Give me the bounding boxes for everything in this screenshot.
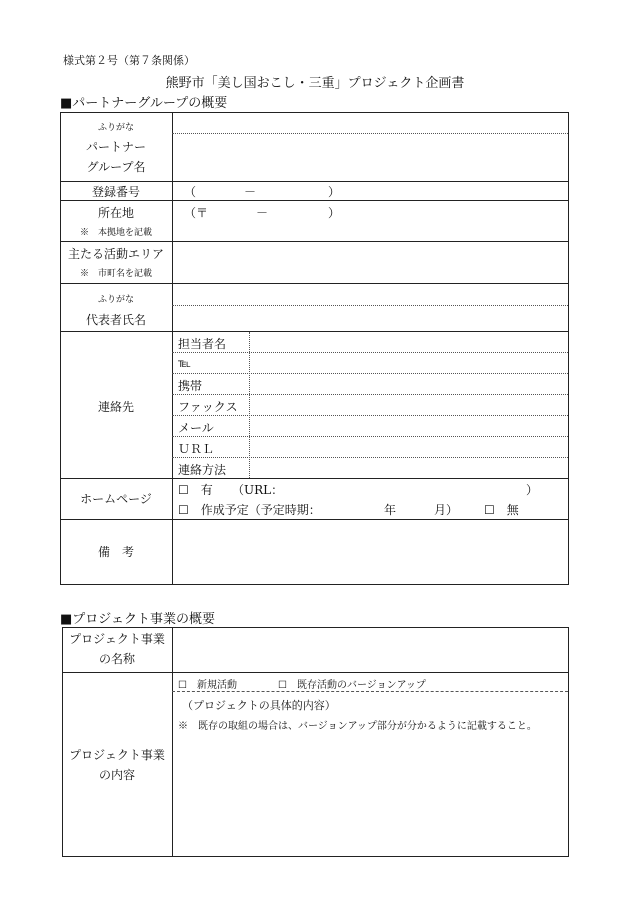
group-name-furigana-label: ふりがな [97, 123, 134, 133]
contact-fax-input[interactable] [251, 396, 566, 415]
contact-url-input[interactable] [251, 438, 566, 457]
contact-mobile-input[interactable] [251, 375, 566, 394]
activity-area-input[interactable] [174, 243, 566, 281]
contact-tel-input[interactable] [251, 354, 566, 373]
project-detail-note: ※ 既存の取組の場合は、バージョンアップ部分が分かるように記載すること。 [178, 721, 537, 732]
reg-number-label: 登録番号 [91, 185, 140, 199]
homepage-url-input[interactable] [270, 481, 520, 497]
project-content-label-2: の内容 [98, 768, 135, 782]
project-name-label-1: プロジェクト事業 [69, 632, 165, 646]
homepage-month-label: 月） [434, 503, 459, 517]
homepage-none-checkbox[interactable]: ☐ 無 [484, 503, 519, 517]
group-name-furigana-input[interactable] [174, 114, 566, 132]
rep-name-label: 代表者氏名 [85, 313, 146, 327]
contact-email-input[interactable] [251, 417, 566, 436]
contact-person-input[interactable] [251, 333, 566, 352]
project-name-input[interactable] [174, 629, 566, 671]
address-note: ※ 本拠地を記載 [80, 228, 153, 238]
group-name-label-2: グループ名 [86, 160, 146, 174]
new-activity-checkbox[interactable]: ☐ 新規活動 [178, 680, 237, 691]
form-number: 様式第２号（第７条関係） [63, 54, 195, 67]
homepage-url-label: （URL： [232, 483, 284, 497]
homepage-planned-checkbox[interactable]: ☐ 作成予定（予定時期： [178, 503, 321, 517]
contact-label: 連絡先 [97, 400, 134, 414]
contact-tel-label: ℡ [178, 356, 191, 370]
rep-name-input[interactable] [174, 307, 566, 329]
contact-person-label: 担当者名 [178, 337, 227, 351]
group-name-input[interactable] [174, 136, 566, 180]
activity-area-label: 主たる活動エリア [67, 247, 164, 261]
homepage-url-close: ） [526, 483, 539, 497]
project-name-label-2: の名称 [98, 652, 135, 666]
project-content-input[interactable] [174, 734, 566, 854]
upgrade-activity-checkbox[interactable]: ☐ 既存活動のバージョンアップ [278, 680, 426, 691]
section-heading-partner: ■パートナーグループの概要 [60, 96, 228, 111]
contact-url-label: ＵＲＬ [178, 442, 215, 456]
activity-area-note: ※ 市町名を記載 [80, 269, 153, 279]
project-detail-label: （プロジェクトの具体的内容） [182, 699, 336, 712]
page-title: 熊野市「美し国おこし・三重」プロジェクト企画書 [165, 76, 465, 91]
remarks-label: 備 考 [97, 545, 134, 559]
contact-method-input[interactable] [251, 459, 566, 478]
section-heading-project: ■プロジェクト事業の概要 [60, 612, 216, 627]
address-label: 所在地 [97, 206, 134, 220]
reg-number-field[interactable]: （ － ） [184, 185, 341, 199]
contact-method-label: 連絡方法 [178, 463, 227, 477]
homepage-year-label: 年 [384, 503, 397, 517]
group-name-label-1: パートナー [85, 140, 146, 154]
homepage-label: ホームページ [80, 492, 152, 506]
homepage-has-checkbox[interactable]: ☐ 有 [178, 483, 213, 497]
remarks-input[interactable] [174, 521, 566, 582]
contact-fax-label: ファックス [178, 400, 238, 414]
postal-code-field[interactable]: （〒 － ） [184, 206, 341, 220]
project-content-label-1: プロジェクト事業 [69, 748, 165, 762]
contact-mobile-label: 携帯 [178, 379, 203, 393]
contact-email-label: メール [178, 421, 214, 435]
rep-furigana-label: ふりがな [97, 295, 134, 305]
